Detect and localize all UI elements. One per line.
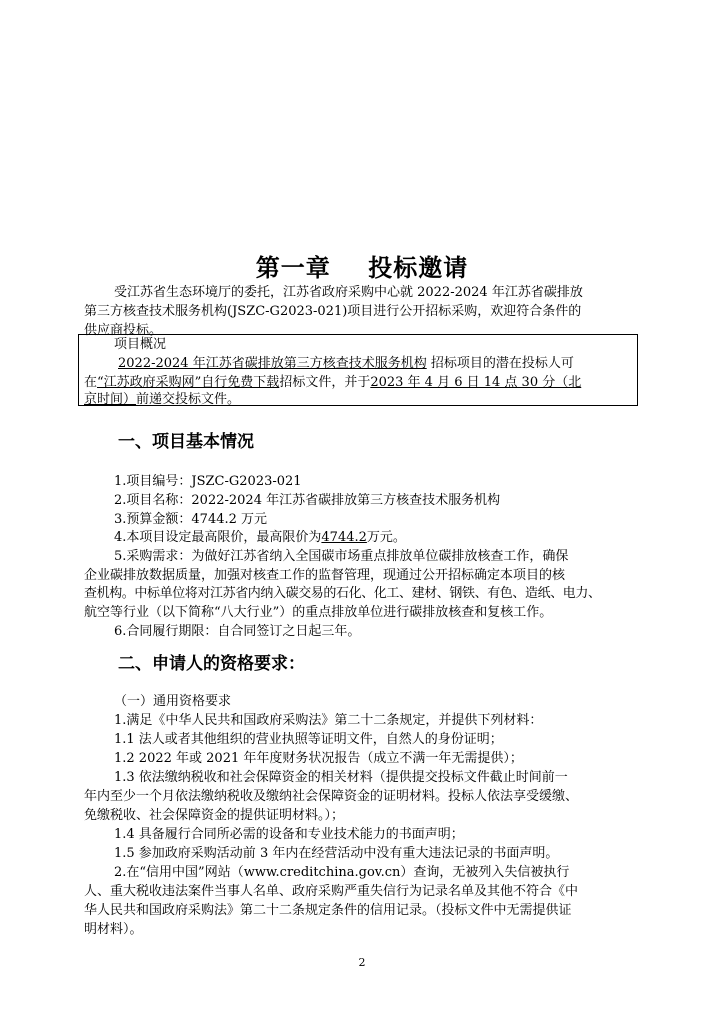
s1-item-4-tail: 万元。 (366, 530, 406, 545)
s2-req-2-line-2: 人、重大税收违法案件当事人名单、政府采购严重失信行为记录名单及其他不符合《中 (84, 884, 579, 899)
s1-item-4 (114, 528, 406, 547)
s2-req-1-5: 1.5 参加政府采购活动前 3 年内在经营活动中没有重大违法记录的书面声明。 (114, 846, 559, 861)
s2-subheading: （一）通用资格要求 (114, 694, 232, 709)
s1-item-5-line-4: 航空等行业（以下简称“八大行业”）的重点排放单位进行碳排放核查和复核工作。 (84, 605, 553, 620)
overview-line2-mid: 招标文件，并于 (279, 375, 371, 390)
overview-line-3 (84, 390, 240, 409)
s1-item-5-line-2: 企业碳排放数据质量，加强对核查工作的监督管理，现通过公开招标确定本项目的核 (84, 568, 566, 583)
s2-req-1-3-line-3: 免缴税收、社会保障资金的提供证明材料。）； (84, 808, 345, 823)
s1-item-6: 6.合同履行期限：自合同签订之日起三年。 (114, 624, 361, 639)
overview-deadline-cont: 京时间） (84, 392, 137, 407)
s1-item-2: 2.项目名称：2022-2024 年江苏省碳排放第三方核查技术服务机构 (114, 493, 501, 508)
s2-req-1-1: 1.1 法人或者其他组织的营业执照等证明文件，自然人的身份证明； (114, 732, 503, 747)
s2-req-2-line-3: 华人民共和国政府采购法》第二十二条规定条件的信用记录。（投标文件中无需提供证 (84, 903, 572, 918)
overview-deadline: 2023 年 4 月 6 日 14 点 30 分（北 (370, 375, 582, 390)
s1-item-1: 1.项目编号：JSZC-G2023-021 (114, 474, 302, 489)
s2-req-2-line-4: 明材料）。 (84, 922, 143, 937)
s2-req-2-line-1: 2.在“信用中国”网站（www.creditchina.gov.cn）查询，无被列入失信被执行 (114, 865, 570, 880)
intro-line-2: 第三方核查技术服务机构(JSZC-G2023-021)项目进行公开招标采购，欢迎符合条件的 (84, 304, 582, 319)
intro-line-3: 供应商投标。 (84, 323, 163, 338)
s1-item-4-price: 4744.2 (321, 530, 367, 545)
intro-line-1: 受江苏省生态环境厅的委托，江苏省政府采购中心就 2022-2024 年江苏省碳排放 (114, 285, 583, 300)
section1-heading: 一、项目基本情况 (118, 432, 254, 452)
overview-line3-tail: 前递交投标文件。 (136, 392, 241, 407)
overview-line2-head: 在 (84, 375, 98, 390)
section2-heading: 二、申请人的资格要求： (118, 654, 305, 674)
overview-line1-tail: 招标项目的潜在投标人可 (426, 356, 574, 371)
page-number: 2 (358, 956, 366, 969)
s2-req-1-2: 1.2 2022 年或 2021 年年度财务状况报告（成立不满一年无需提供）； (114, 751, 523, 766)
s1-item-5-line-1: 5.采购需求：为做好江苏省纳入全国碳市场重点排放单位碳排放核查工作，确保 (114, 549, 569, 564)
chapter-title: 第一章 投标邀请 (255, 254, 469, 282)
overview-site: “江苏政府采购网”自行免费下载 (97, 375, 280, 390)
overview-line-1 (118, 354, 574, 373)
s1-item-3: 3.预算金额：4744.2 万元 (114, 512, 268, 527)
s2-req-1-3-line-2: 年内至少一个月依法缴纳税收及缴纳社会保障资金的证明材料。投标人依法享受缓缴、 (84, 789, 579, 804)
overview-project-name: 2022-2024 年江苏省碳排放第三方核查技术服务机构 (118, 356, 427, 371)
s2-req-1-4: 1.4 具备履行合同所必需的设备和专业技术能力的书面声明； (114, 827, 464, 842)
s2-req-1: 1.满足《中华人民共和国政府采购法》第二十二条规定，并提供下列材料： (114, 713, 543, 728)
s2-req-1-3-line-1: 1.3 依法缴纳税收和社会保障资金的相关材料（提供提交投标文件截止时间前一 (114, 770, 568, 785)
overview-heading: 项目概况 (114, 337, 167, 352)
s1-item-5-line-3: 查机构。中标单位将对江苏省内纳入碳交易的石化、化工、建材、钢铁、有色、造纸、电力、 (84, 586, 601, 601)
s1-item-4-head: 4.本项目设定最高限价，最高限价为 (114, 530, 322, 545)
